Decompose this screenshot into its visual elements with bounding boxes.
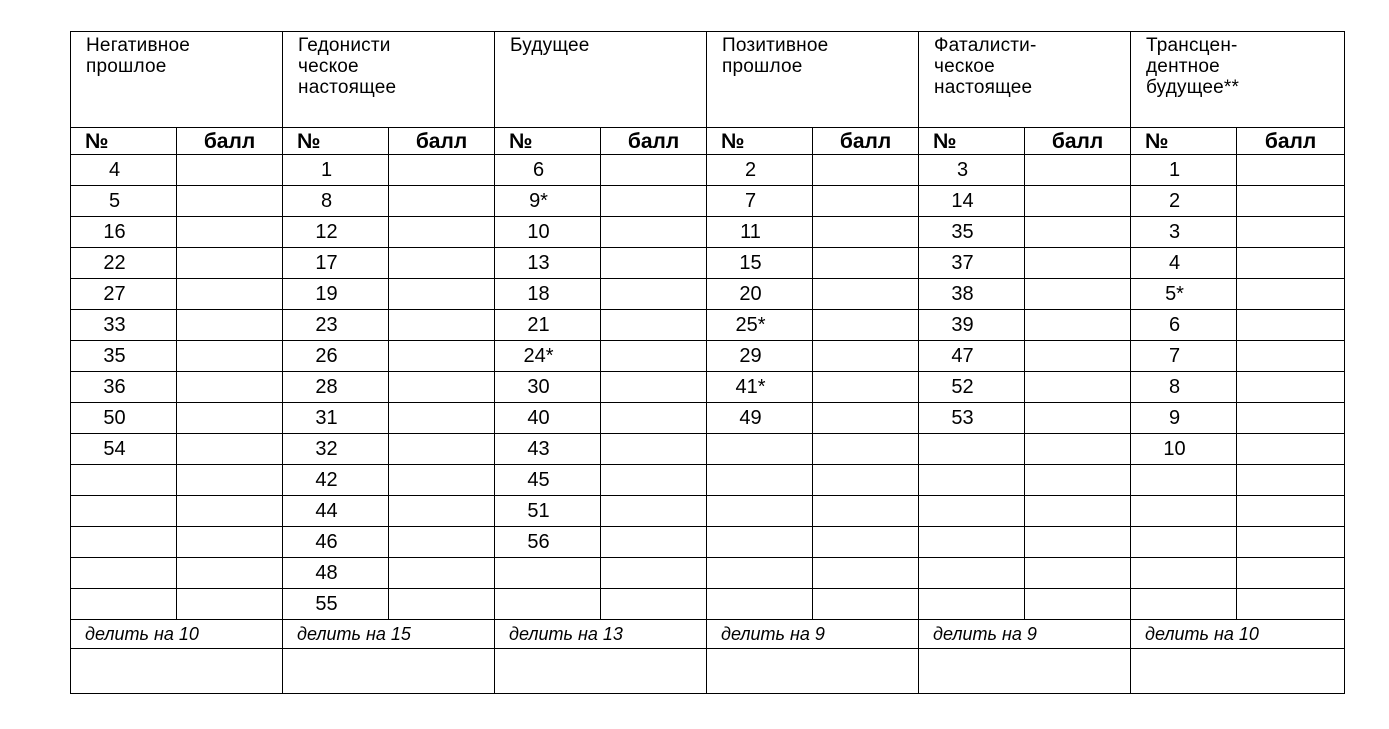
divide-row: [71, 620, 1345, 649]
item-number: 28: [283, 372, 389, 403]
score-cell[interactable]: [1025, 341, 1131, 372]
table-row: [71, 248, 1345, 279]
item-number: 10: [495, 217, 601, 248]
score-cell[interactable]: [1237, 217, 1345, 248]
item-number: [495, 589, 601, 620]
score-cell[interactable]: [813, 186, 919, 217]
score-cell[interactable]: [813, 403, 919, 434]
score-cell[interactable]: [389, 496, 495, 527]
score-cell[interactable]: [1025, 279, 1131, 310]
scale-title-negative-past: Негативное прошлое: [71, 32, 283, 128]
item-number: 1: [1131, 155, 1237, 186]
score-cell[interactable]: [1025, 527, 1131, 558]
score-cell[interactable]: [813, 155, 919, 186]
score-cell[interactable]: [389, 465, 495, 496]
item-number: 2: [707, 155, 813, 186]
score-cell[interactable]: [177, 279, 283, 310]
score-cell[interactable]: [601, 465, 707, 496]
score-cell[interactable]: [389, 372, 495, 403]
item-number: [1131, 465, 1237, 496]
score-cell[interactable]: [813, 217, 919, 248]
score-cell[interactable]: [813, 558, 919, 589]
item-number: 43: [495, 434, 601, 465]
score-cell[interactable]: [1237, 310, 1345, 341]
score-cell[interactable]: [601, 155, 707, 186]
score-cell[interactable]: [389, 434, 495, 465]
scoring-table: [70, 31, 1345, 694]
item-number: 25*: [707, 310, 813, 341]
item-number: 35: [919, 217, 1025, 248]
item-number: [1131, 589, 1237, 620]
score-cell[interactable]: [601, 186, 707, 217]
score-cell[interactable]: [1237, 341, 1345, 372]
scale-title-positive-past: Позитивное прошлое: [707, 32, 919, 128]
item-number: 12: [283, 217, 389, 248]
item-number: [1131, 496, 1237, 527]
item-number: 19: [283, 279, 389, 310]
score-cell[interactable]: [177, 310, 283, 341]
score-cell[interactable]: [389, 217, 495, 248]
item-number: 7: [1131, 341, 1237, 372]
item-number: [707, 527, 813, 558]
item-number: 36: [71, 372, 177, 403]
score-cell[interactable]: [389, 310, 495, 341]
total-cell[interactable]: [495, 649, 707, 694]
item-number: 46: [283, 527, 389, 558]
item-number: [71, 558, 177, 589]
item-number: 15: [707, 248, 813, 279]
item-number: 26: [283, 341, 389, 372]
score-cell[interactable]: [1237, 465, 1345, 496]
score-cell[interactable]: [1237, 248, 1345, 279]
number-header: №: [707, 128, 813, 155]
score-cell[interactable]: [1025, 403, 1131, 434]
scale-title-transcendental-future: Трансцен- дентное будущее**: [1131, 32, 1345, 128]
score-cell[interactable]: [601, 310, 707, 341]
table-row: [71, 186, 1345, 217]
score-cell[interactable]: [601, 372, 707, 403]
score-cell[interactable]: [177, 465, 283, 496]
score-cell[interactable]: [389, 248, 495, 279]
number-header: №: [1131, 128, 1237, 155]
item-number: 52: [919, 372, 1025, 403]
item-number: 14: [919, 186, 1025, 217]
item-number: [1131, 527, 1237, 558]
score-header: балл: [177, 128, 283, 155]
subheader-row: [71, 128, 1345, 155]
score-header: балл: [389, 128, 495, 155]
total-cell[interactable]: [71, 649, 283, 694]
item-number: [71, 589, 177, 620]
table-row: [71, 310, 1345, 341]
item-number: [707, 465, 813, 496]
score-cell[interactable]: [1237, 434, 1345, 465]
item-number: 17: [283, 248, 389, 279]
item-number: 9*: [495, 186, 601, 217]
item-number: [707, 558, 813, 589]
item-number: 8: [283, 186, 389, 217]
item-number: [919, 527, 1025, 558]
item-number: 53: [919, 403, 1025, 434]
item-number: 48: [283, 558, 389, 589]
total-cell[interactable]: [919, 649, 1131, 694]
score-cell[interactable]: [601, 558, 707, 589]
score-cell[interactable]: [389, 155, 495, 186]
item-number: 6: [1131, 310, 1237, 341]
item-number: 55: [283, 589, 389, 620]
score-cell[interactable]: [1025, 310, 1131, 341]
score-cell[interactable]: [177, 434, 283, 465]
item-number: 35: [71, 341, 177, 372]
number-header: №: [495, 128, 601, 155]
item-number: 3: [919, 155, 1025, 186]
item-number: [71, 496, 177, 527]
scale-header-row: [71, 32, 1345, 128]
score-cell[interactable]: [1237, 403, 1345, 434]
score-cell[interactable]: [1025, 434, 1131, 465]
item-number: [707, 496, 813, 527]
number-header: №: [71, 128, 177, 155]
item-number: 21: [495, 310, 601, 341]
score-cell[interactable]: [1237, 527, 1345, 558]
score-cell[interactable]: [177, 527, 283, 558]
total-cell[interactable]: [707, 649, 919, 694]
item-number: [919, 496, 1025, 527]
score-cell[interactable]: [1025, 186, 1131, 217]
item-number: 51: [495, 496, 601, 527]
item-number: 31: [283, 403, 389, 434]
item-number: 41*: [707, 372, 813, 403]
score-cell[interactable]: [813, 248, 919, 279]
item-number: 5: [71, 186, 177, 217]
item-number: [919, 465, 1025, 496]
table-row: [71, 155, 1345, 186]
divide-note: делить на 13: [495, 620, 707, 649]
score-cell[interactable]: [813, 279, 919, 310]
score-cell[interactable]: [1237, 589, 1345, 620]
item-rows: [71, 155, 1345, 620]
item-number: 16: [71, 217, 177, 248]
table-row: [71, 341, 1345, 372]
item-number: 50: [71, 403, 177, 434]
score-cell[interactable]: [1025, 248, 1131, 279]
table-row: [71, 279, 1345, 310]
item-number: [919, 558, 1025, 589]
item-number: 30: [495, 372, 601, 403]
divide-note: делить на 9: [707, 620, 919, 649]
item-number: [71, 527, 177, 558]
score-cell[interactable]: [601, 496, 707, 527]
item-number: [919, 589, 1025, 620]
item-number: 5*: [1131, 279, 1237, 310]
total-row: [71, 649, 1345, 694]
item-number: 38: [919, 279, 1025, 310]
item-number: [919, 434, 1025, 465]
score-cell[interactable]: [813, 310, 919, 341]
score-cell[interactable]: [389, 527, 495, 558]
score-header: балл: [601, 128, 707, 155]
table-row: [71, 496, 1345, 527]
item-number: 33: [71, 310, 177, 341]
scale-title-hedonistic-present: Гедонисти ческое настоящее: [283, 32, 495, 128]
item-number: 2: [1131, 186, 1237, 217]
item-number: 40: [495, 403, 601, 434]
score-cell[interactable]: [601, 341, 707, 372]
score-cell[interactable]: [1025, 558, 1131, 589]
item-number: 18: [495, 279, 601, 310]
cropped-text-above: [70, 0, 1360, 4]
score-cell[interactable]: [177, 155, 283, 186]
score-cell[interactable]: [601, 434, 707, 465]
score-cell[interactable]: [601, 527, 707, 558]
score-cell[interactable]: [177, 372, 283, 403]
score-cell[interactable]: [177, 496, 283, 527]
score-cell[interactable]: [1237, 186, 1345, 217]
item-number: 56: [495, 527, 601, 558]
item-number: 23: [283, 310, 389, 341]
table-row: [71, 465, 1345, 496]
score-cell[interactable]: [1025, 217, 1131, 248]
score-cell[interactable]: [813, 527, 919, 558]
score-cell[interactable]: [1025, 372, 1131, 403]
item-number: [707, 589, 813, 620]
score-cell[interactable]: [177, 589, 283, 620]
item-number: 29: [707, 341, 813, 372]
scale-title-future: Будущее: [495, 32, 707, 128]
score-cell[interactable]: [1025, 465, 1131, 496]
item-number: 7: [707, 186, 813, 217]
item-number: 13: [495, 248, 601, 279]
score-cell[interactable]: [601, 279, 707, 310]
score-cell[interactable]: [601, 589, 707, 620]
score-cell[interactable]: [601, 403, 707, 434]
score-cell[interactable]: [389, 186, 495, 217]
item-number: [1131, 558, 1237, 589]
table-row: [71, 217, 1345, 248]
score-cell[interactable]: [177, 403, 283, 434]
table-row: [71, 434, 1345, 465]
number-header: №: [283, 128, 389, 155]
score-cell[interactable]: [1237, 558, 1345, 589]
score-cell[interactable]: [177, 186, 283, 217]
score-cell[interactable]: [813, 434, 919, 465]
score-cell[interactable]: [177, 558, 283, 589]
item-number: 27: [71, 279, 177, 310]
score-cell[interactable]: [1237, 279, 1345, 310]
score-cell[interactable]: [813, 589, 919, 620]
table-row: [71, 589, 1345, 620]
item-number: 3: [1131, 217, 1237, 248]
score-cell[interactable]: [389, 279, 495, 310]
divide-note: делить на 15: [283, 620, 495, 649]
item-number: 54: [71, 434, 177, 465]
total-cell[interactable]: [1131, 649, 1345, 694]
score-cell[interactable]: [1237, 372, 1345, 403]
score-cell[interactable]: [813, 372, 919, 403]
table-row: [71, 527, 1345, 558]
score-cell[interactable]: [813, 496, 919, 527]
total-cell[interactable]: [283, 649, 495, 694]
score-cell[interactable]: [1237, 496, 1345, 527]
table-row: [71, 558, 1345, 589]
item-number: 39: [919, 310, 1025, 341]
item-number: 47: [919, 341, 1025, 372]
score-cell[interactable]: [1025, 589, 1131, 620]
item-number: [71, 465, 177, 496]
score-cell[interactable]: [1237, 155, 1345, 186]
table-row: [71, 403, 1345, 434]
score-cell[interactable]: [389, 558, 495, 589]
score-cell[interactable]: [813, 465, 919, 496]
item-number: 32: [283, 434, 389, 465]
item-number: 20: [707, 279, 813, 310]
score-header: балл: [813, 128, 919, 155]
item-number: [707, 434, 813, 465]
score-cell[interactable]: [389, 341, 495, 372]
item-number: 6: [495, 155, 601, 186]
item-number: 22: [71, 248, 177, 279]
score-cell[interactable]: [601, 248, 707, 279]
item-number: 49: [707, 403, 813, 434]
table-row: [71, 372, 1345, 403]
item-number: 4: [71, 155, 177, 186]
item-number: [495, 558, 601, 589]
item-number: 44: [283, 496, 389, 527]
item-number: 1: [283, 155, 389, 186]
item-number: 24*: [495, 341, 601, 372]
score-header: балл: [1237, 128, 1345, 155]
score-cell[interactable]: [177, 341, 283, 372]
score-cell[interactable]: [177, 248, 283, 279]
score-cell[interactable]: [1025, 496, 1131, 527]
item-number: 45: [495, 465, 601, 496]
item-number: 42: [283, 465, 389, 496]
divide-note: делить на 10: [1131, 620, 1345, 649]
item-number: 4: [1131, 248, 1237, 279]
score-cell[interactable]: [813, 341, 919, 372]
divide-note: делить на 10: [71, 620, 283, 649]
scale-title-fatalistic-present: Фаталисти- ческое настоящее: [919, 32, 1131, 128]
item-number: 9: [1131, 403, 1237, 434]
item-number: 37: [919, 248, 1025, 279]
item-number: 8: [1131, 372, 1237, 403]
score-cell[interactable]: [601, 217, 707, 248]
score-cell[interactable]: [389, 403, 495, 434]
number-header: №: [919, 128, 1025, 155]
score-header: балл: [1025, 128, 1131, 155]
item-number: 10: [1131, 434, 1237, 465]
divide-note: делить на 9: [919, 620, 1131, 649]
score-cell[interactable]: [1025, 155, 1131, 186]
score-cell[interactable]: [389, 589, 495, 620]
item-number: 11: [707, 217, 813, 248]
score-cell[interactable]: [177, 217, 283, 248]
